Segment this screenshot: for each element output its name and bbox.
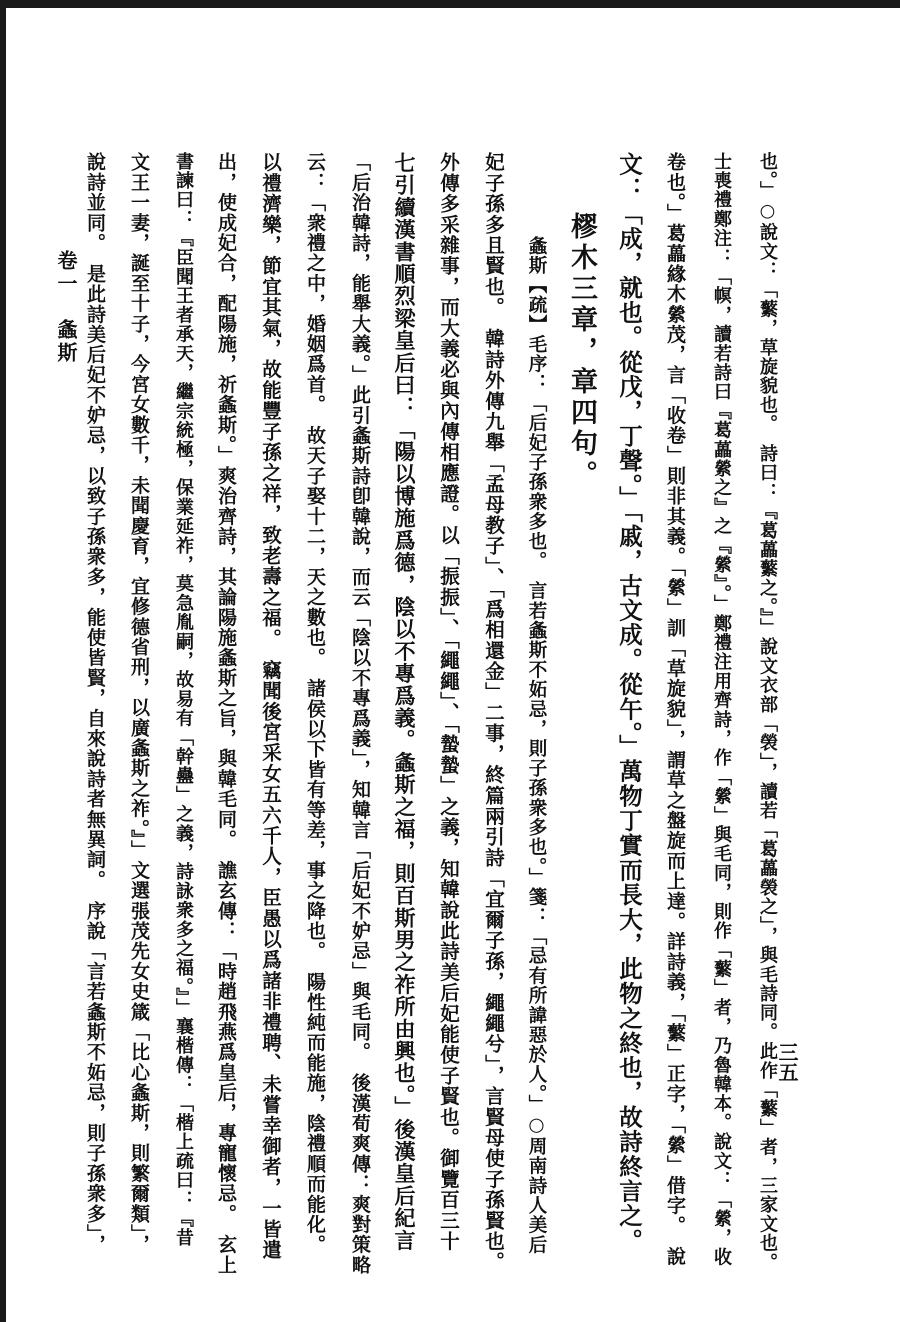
text-column-7: 妃子孫多且賢也。 韓詩外傳九舉「孟母教子」、「爲相還金」二事，終篇兩引詩「宜爾子孫，繩繩兮」，言賢母使子孫賢也。 (482, 152, 505, 1273)
text-column-3: 卷也。」葛藟緣木縈茂，言「收卷」則非其義。「縈」訓「草旋貌」，謂草之盤旋而上達。詳詩義，「蘩」正字，「縈」借字。 說 (664, 152, 686, 1267)
text-column-14: 書諫曰：『臣聞王者承天，繼宗統極，保業延祚，莫急胤嗣，故易有「幹蠱」之義，詩詠衆多之福。』」襄楷傳：「楷上疏曰：『昔 (173, 152, 194, 1248)
text-column-4: 文：「成，就也。從戊，丁聲。」「戚，古文成。從午。」萬物丁實而長大，此物之終也，故詩終言之。 (615, 152, 643, 1253)
text-column-16: 說詩並同。 是此詩美后妃不妒忌，以致子孫衆多，能使皆賢，自來說詩者無異詞。 序說「言若螽斯不妬忌，則子孫衆多」， (84, 152, 106, 1255)
page-number: 三五 (775, 1042, 799, 1082)
text-column-12: 以禮濟樂，節宜其氣，故能豐子孫之祥，致老壽之福。 竊聞後宮采女五六千人，臣愚以爲諸非禮聘、未嘗幸御者，一皆遣 (259, 152, 282, 1261)
text-column-6: 螽斯【疏】毛序：「后妃子孫衆多也。 言若螽斯不妬忌，則子孫衆多也。」箋：「忌有所諱惡於人。」○周南詩人美后 (526, 236, 547, 1255)
scan-edge-top (0, 0, 900, 8)
text-column-1: 也。」○說文：「蘩，草旋貌也。 詩曰：『葛藟蘩之。』」說文衣部「褮」，讀若「葛藟褮之」，與毛詩同。此作「蘩」者，三家文也。 (757, 152, 778, 1273)
text-column-10: 「后治韓詩，能舉大義。」此引螽斯詩卽韓說，而云「陰以不專爲義」，知韓言「后妃不妒忌」與毛同。 後漢荀爽傳：爽對策略 (349, 152, 371, 1275)
text-column-15: 文王一妻，誕至十子，今宮女數千，未聞慶育，宜修德省刑，以廣螽斯之祚。』」文選張茂先女史箴「比心螽斯，則繁爾類」， (128, 152, 150, 1255)
text-column-9: 七引續漢書順烈梁皇后曰：「陽以博施爲德，陰以不專爲義。螽斯之福，則百斯男之祚所由興也。」後漢皇后紀言 (392, 152, 417, 1252)
scan-edge-left (0, 0, 6, 1322)
chapter-summary-heading: 樛木三章，章四句。 (566, 212, 597, 491)
text-column-11: 云：「衆禮之中，婚姻爲首。 故天子娶十二，天之數也。 諸侯以下皆有等差，事之降也。 陽性純而能施，陰禮順而能化。 (304, 152, 326, 1255)
text-column-8: 外傳多采雜事，而大義必與內傳相應證。以「振振」、「繩繩」、「蟄蟄」之義，知韓說此詩美后妃能使子賢也。御覽百三十 (437, 152, 460, 1252)
text-column-2: 士喪禮鄭注：「幎，讀若詩曰『葛藟縈之』之『縈』。」鄭禮注用齊詩，作「縈」與毛同，則作「蘩」者，乃魯韓本。說文：「縈，收 (711, 152, 732, 1267)
running-head: 卷一 螽斯 (54, 250, 78, 365)
text-column-13: 出，使成妃合，配陽施，祈螽斯。」爽治齊詩，其論陽施螽斯之旨，與韓毛同。 譙玄傳：「時趙飛燕爲皇后，專寵懷忌。 玄上 (215, 152, 237, 1275)
